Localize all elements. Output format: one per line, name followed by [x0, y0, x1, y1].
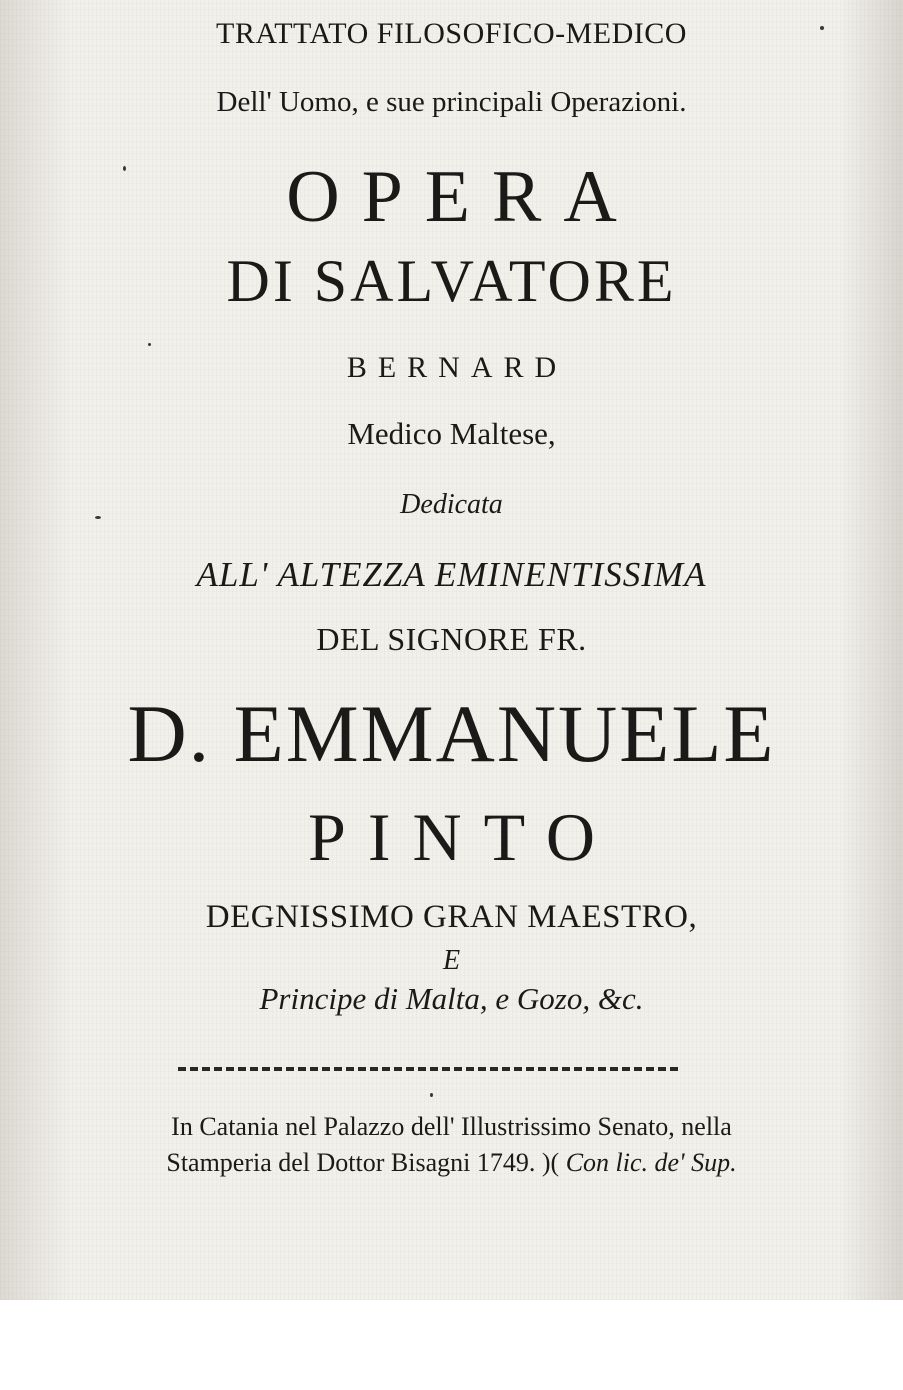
dedicatee-surname: PINTO — [308, 799, 617, 875]
dedicatee-office: DEGNISSIMO GRAN MAESTRO, — [205, 899, 698, 935]
opera-heading: OPERA — [286, 156, 639, 238]
author-profession: Medico Maltese, — [347, 416, 556, 451]
author-first-name: DI SALVATORE — [226, 248, 677, 314]
imprint-license: Con lic. de' Sup. — [565, 1148, 737, 1177]
dedicatee-principality: Principe di Malta, e Gozo, &c. — [259, 981, 644, 1016]
treatise-subheading: Dell' Uomo, e sue principali Operazioni. — [216, 86, 687, 118]
author-surname: BERNARD — [346, 351, 568, 384]
dedicatee-first-name: D. EMMANUELE — [127, 688, 776, 779]
imprint-line-1: In Catania nel Palazzo dell' Illustrissimo Senato, nella — [171, 1112, 732, 1141]
ink-speck — [820, 26, 824, 30]
conjunction: E — [442, 945, 461, 976]
dedicatee-title: DEL SIGNORE FR. — [316, 621, 587, 657]
ink-speck — [430, 1093, 433, 1097]
ink-speck — [95, 516, 101, 519]
ink-speck — [148, 343, 151, 346]
dedication-honorific: ALL' ALTEZZA EMINENTISSIMA — [196, 555, 707, 594]
ink-speck — [123, 166, 126, 171]
dashed-divider — [178, 1067, 678, 1071]
imprint-printer: Stamperia del Dottor Bisagni 1749. )( — [166, 1148, 560, 1177]
treatise-heading: TRATTATO FILOSOFICO-MEDICO — [216, 17, 687, 50]
imprint-line-2 — [0, 1150, 903, 1176]
dedication-label: Dedicata — [400, 489, 503, 520]
